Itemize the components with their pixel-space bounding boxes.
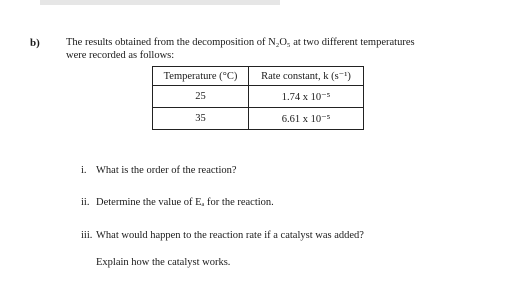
question-label: b) — [30, 37, 40, 49]
table-header-row — [153, 67, 364, 86]
header-temperature: Temperature (°C) — [153, 67, 249, 86]
question-number: i. — [81, 165, 87, 176]
question-item — [81, 165, 237, 176]
intro-line-2: were recorded as follows: — [66, 49, 175, 61]
table-row — [153, 108, 364, 130]
cell-rate-constant: 6.61 x 10⁻⁵ — [249, 108, 364, 130]
question-text: What would happen to the reaction rate if a catalyst was added? — [96, 230, 364, 241]
cell-temperature: 25 — [153, 86, 249, 108]
question-item — [81, 197, 274, 208]
cell-temperature: 35 — [153, 108, 249, 130]
question-item — [81, 230, 364, 241]
question-number: ii. — [81, 197, 90, 208]
cell-rate-constant: 1.74 x 10⁻⁵ — [249, 86, 364, 108]
top-divider — [40, 0, 280, 5]
question-number: iii. — [81, 230, 93, 241]
question-text: Determine the value of Eₐ for the reaction. — [96, 197, 274, 208]
table-row — [153, 86, 364, 108]
followup-text: Explain how the catalyst works. — [96, 257, 231, 268]
header-rate-constant: Rate constant, k (s⁻¹) — [249, 67, 364, 86]
intro-line-1: The results obtained from the decomposition of N₂O₅ at two different temperatures — [66, 37, 415, 48]
results-table — [152, 66, 364, 130]
question-intro — [66, 37, 506, 62]
question-text: What is the order of the reaction? — [96, 165, 237, 176]
